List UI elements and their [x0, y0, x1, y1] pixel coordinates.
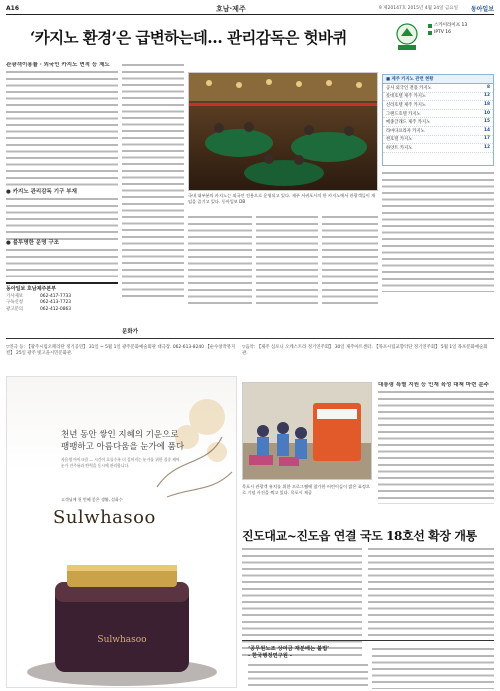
main-headline: ‘카지노 환경’은 급변하는데… 관리감독은 헛바퀴: [30, 28, 347, 47]
side-menu-item[interactable]: IPTV 16: [428, 29, 494, 36]
body-text-block: [188, 214, 252, 304]
culture-listing: ▽연극 등: 【광주시립오페라단 정기공연】 31일 ~ 5월 1일 광주문화예술회관 대극장. 062-613-8240 【순수창작뮤지컬】 25일 광주 빛고을시민문화관.: [6, 345, 236, 357]
brand-logo: Sulwhasoo: [53, 507, 156, 528]
photo-caption: 국내 대부분의 카지노는 외국인 전용으로 운영되고 있다. 제주 서귀포시의 한 카지노에서 관광객들이 게임을 즐기고 있다. 동아일보 DB: [188, 193, 376, 204]
bullet-icon: [428, 31, 432, 35]
article-column-4: [256, 214, 318, 304]
channel-emblem-icon: [392, 22, 422, 52]
svg-text:Sulwhasoo: Sulwhasoo: [97, 635, 147, 645]
body-text-block: [382, 170, 494, 292]
divider: [242, 640, 494, 641]
list-item: 롯데호텔 제주 카지노 12: [383, 93, 493, 102]
bullet-icon: [428, 24, 432, 28]
cosmetics-advertisement[interactable]: [6, 376, 237, 688]
lead-line: 대통령 특별 지원 등 인재 육성 대책 마련 분주: [378, 382, 489, 388]
list-item: 하얏트 카지노 12: [383, 144, 493, 153]
body-text-block: [248, 662, 368, 689]
article-column-8: [368, 546, 494, 636]
subarticle-headline: ‘공무원노조 상여금 재분배는 불법’ - 한국행정연구원 -: [248, 646, 330, 659]
body-text-block: [368, 546, 494, 636]
contact-title: 동아일보 호남제주본부: [6, 286, 57, 292]
list-item: 그랜드호텔 카지노 10: [383, 110, 493, 119]
article-column-10: [372, 646, 494, 689]
issue-info: 9 제20147호 2015년 4월 24일 금요일: [378, 6, 458, 11]
article-column-1: [6, 62, 118, 277]
contact-line: 광고문의 062-412-0863: [6, 306, 72, 312]
article-column-2: [122, 62, 184, 302]
paper-logo: 동아일보: [470, 6, 494, 13]
body-text-block: [256, 214, 318, 304]
contact-line: 기사제보 062-417-7733: [6, 294, 72, 300]
casino-list-box: [382, 74, 494, 166]
body-text-block: [6, 247, 118, 277]
subheading: ● 불투명한 운영 구조: [6, 240, 60, 246]
list-item: 신라호텔 제주 카지노 18: [383, 101, 493, 110]
bridge-headline: 진도대교~진도읍 연결 국도 18호선 확장 개통: [242, 529, 477, 543]
ad-tagline: 고객님께 첫 번째 좋은 생활, 설화수: [61, 497, 123, 502]
page-header: [6, 3, 494, 15]
list-title: ■ 제주 카지노 관련 현황: [383, 75, 493, 84]
list-item: 메종글래드 제주 카지노 15: [383, 118, 493, 127]
list-item: 라마다프라자 카지노 14: [383, 127, 493, 136]
list-item: 썬호텔 카지노 17: [383, 136, 493, 145]
body-text-block: [372, 646, 494, 689]
ad-artwork: [7, 377, 237, 688]
side-menu: [428, 22, 494, 36]
page-number: A16: [6, 5, 19, 12]
contact-box: [6, 282, 118, 334]
lead-line: 관광객이용률 ‧ 외국인 카지노 면적 등 제도: [6, 62, 110, 68]
article-column-9: [248, 662, 368, 689]
ad-body: 자음생 아이크림 — 시간이 흐를수록 더 깊어지는 눈가를 위한 집중 케어. 눈가 잔주름과 탄력을 동시에 관리합니다.: [61, 457, 181, 468]
body-text-block: [378, 389, 494, 504]
culture-listing-2: ▽음악: 【제주 심포니 오케스트라 정기연주회】 30일 제주아트센터. 【목포시립교향악단 정기연주회】 5월 1일 목포문화예술회관.: [242, 345, 488, 357]
event-photo: [242, 382, 372, 480]
contact-line: 구독신청 062-413-7723: [6, 300, 72, 306]
side-menu-item[interactable]: 스카이라이프 13: [428, 22, 494, 29]
body-text-block: [6, 69, 118, 189]
body-text-block: [322, 214, 378, 304]
photo-caption: 목포시 관광객 유치를 위한 프로그램에 참가한 어린이들이 밝은 표정으로 기념 사진을 찍고 있다. 목포시 제공: [242, 484, 370, 495]
subheading: ● 카지노 관리감독 기구 부재: [6, 189, 77, 195]
article-column-right: [382, 170, 494, 292]
article-column-5: [322, 214, 378, 304]
ad-headline: 천년 동안 쌓인 지혜의 기운으로 팽팽하고 아름다움을 눈가에 품다: [61, 430, 185, 452]
body-text-block: [122, 62, 184, 302]
section-name: 호남·제주: [216, 5, 246, 13]
list-item: 공사 외국인 전용 카지노 8: [383, 84, 493, 93]
body-text-block: [6, 196, 118, 240]
article-column-3: [188, 214, 252, 304]
article-column-6: [378, 382, 494, 512]
casino-photo: [188, 72, 378, 191]
section-label: 문화가: [122, 329, 138, 335]
divider: [6, 338, 494, 339]
